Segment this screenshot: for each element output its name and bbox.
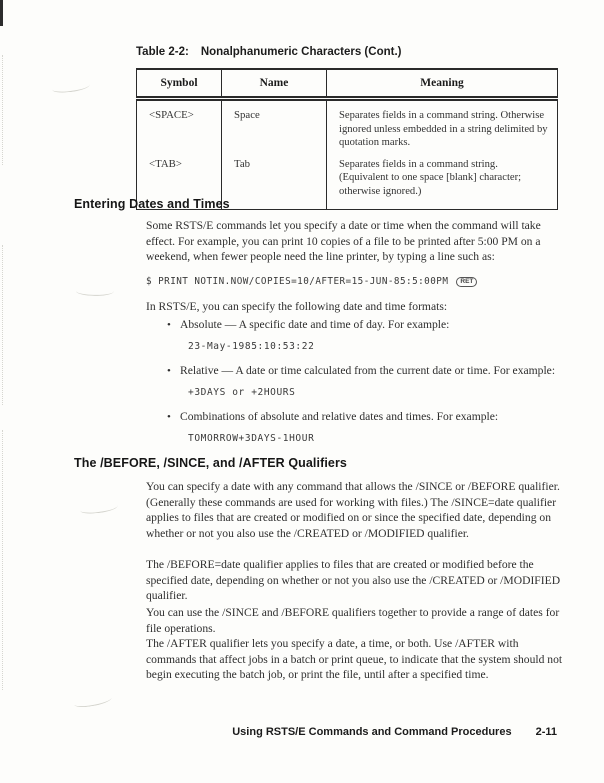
scan-artifact	[0, 0, 3, 26]
code-example: 23-May-1985:10:53:22	[188, 340, 315, 352]
footer-title: Using RSTS/E Commands and Command Procedures	[232, 726, 512, 738]
list-item	[167, 317, 561, 363]
column-header-meaning: Meaning	[327, 69, 558, 99]
paragraph: You can specify a date with any command that allows the /SINCE or /BEFORE qualifier. (Generally these commands are used for working with files.) The /SINCE=date qualifier applies to files that are created or modified on or since the specified date, depending on whether or not you also use the /CREATED or /MODIFIED qualifier.	[146, 480, 560, 540]
table-caption-text: Nonalphanumeric Characters (Cont.)	[200, 46, 402, 58]
list-item	[167, 409, 561, 455]
symbol-cell: <TAB>	[137, 154, 222, 210]
section-heading-entering-dates: Entering Dates and Times	[74, 197, 230, 211]
list-item-text: Relative — A date or time calculated from the current date or time. For example:	[180, 364, 556, 377]
name-cell: Space	[222, 99, 327, 154]
column-header-name: Name	[222, 69, 327, 99]
table-label: Table 2-2:	[136, 46, 189, 58]
table-caption	[136, 46, 401, 58]
command-text: $ PRINT NOTIN.NOW/COPIES=10/AFTER=15-JUN-85:5:00PM	[146, 276, 449, 287]
scan-artifact	[52, 80, 91, 93]
scan-artifact	[73, 693, 112, 708]
paragraph: The /BEFORE=date qualifier applies to files that are created or modified before the specified date, depending on whether or not you also use the /CREATED or /MODIFIED qualifier.	[146, 558, 561, 602]
scan-artifact	[2, 430, 6, 690]
name-cell: Tab	[222, 154, 327, 210]
code-example: +3DAYS or +2HOURS	[188, 386, 296, 398]
column-header-symbol: Symbol	[137, 69, 222, 99]
list-item-text: Combinations of absolute and relative dates and times. For example:	[180, 410, 499, 423]
nonalphanumeric-characters-table	[136, 68, 558, 210]
bullet-icon	[167, 363, 180, 409]
paragraph: You can use the /SINCE and /BEFORE qualifiers together to provide a range of dates for file operations.	[146, 606, 560, 635]
section-heading-qualifiers: The /BEFORE, /SINCE, and /AFTER Qualifiers	[74, 456, 347, 470]
meaning-cell: Separates fields in a command string. Otherwise ignored unless embedded in a string delimited by quotation marks.	[339, 110, 548, 148]
list-item	[167, 363, 561, 409]
format-list	[167, 317, 561, 455]
bullet-icon	[167, 409, 180, 455]
scan-artifact	[76, 285, 114, 297]
paragraph: In RSTS/E, you can specify the following date and time formats:	[146, 300, 448, 313]
paragraph: The /AFTER qualifier lets you specify a date, a time, or both. Use /AFTER with commands that affect jobs in a batch or print queue, to indicate that the system should not begin executing the batch job, or print the file, until after a specified time.	[146, 637, 563, 681]
code-example: TOMORROW+3DAYS-1HOUR	[188, 432, 315, 444]
table-row	[137, 99, 558, 154]
page-footer	[146, 726, 557, 738]
meaning-cell: Separates fields in a command string. (Equivalent to one space [blank] character; otherwise ignored.)	[339, 158, 522, 197]
page-number: 2-11	[535, 726, 557, 738]
bullet-icon	[167, 317, 180, 363]
paragraph: Some RSTS/E commands let you specify a date or time when the command will take effect. For example, you can print 10 copies of a file to be printed after 5:00 PM on a weekend, when fewer people need the line printer, by typing a line such as:	[146, 219, 541, 263]
list-item-text: Absolute — A specific date and time of day. For example:	[180, 318, 450, 331]
table-header-row	[137, 69, 558, 99]
scan-artifact	[80, 501, 119, 514]
scan-artifact	[2, 55, 6, 165]
return-key-icon: RET	[456, 277, 477, 288]
symbol-cell: <SPACE>	[137, 99, 222, 154]
command-example	[146, 274, 564, 290]
scan-artifact	[2, 245, 6, 405]
